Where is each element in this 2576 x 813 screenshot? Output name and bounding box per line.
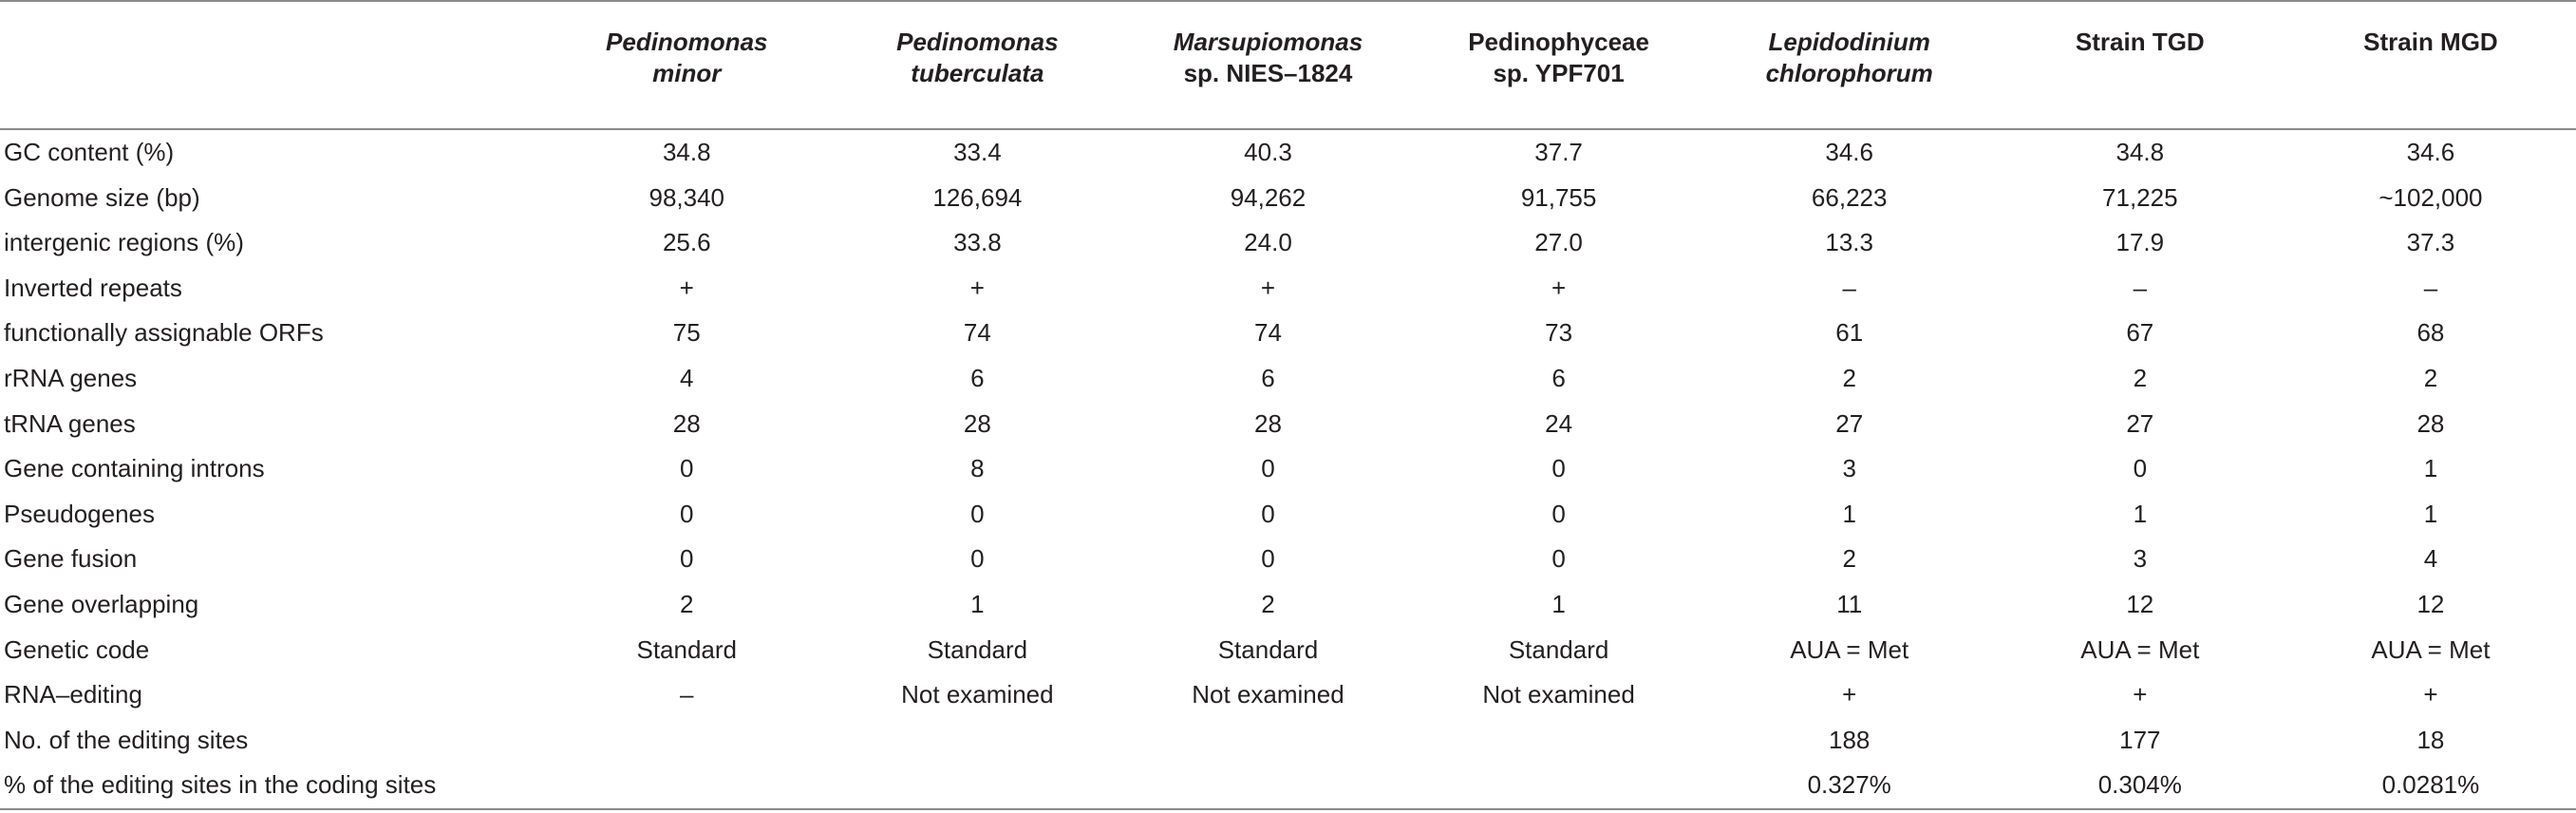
table-cell bbox=[832, 718, 1122, 764]
table-cell: Standard bbox=[1217, 634, 1319, 664]
table-row bbox=[0, 628, 2576, 673]
table-cell: 34.6 bbox=[1825, 138, 1873, 166]
table-cell: 0.0281% bbox=[2285, 763, 2576, 809]
table-cell: 18 bbox=[2416, 725, 2445, 754]
column-header-line-1: Pedinophyceae bbox=[1468, 28, 1649, 56]
table-cell: 2 bbox=[2423, 363, 2438, 392]
column-header-line-2: sp. YPF701 bbox=[1493, 59, 1625, 87]
table-cell: 33.4 bbox=[953, 138, 1002, 166]
table-cell: 1 bbox=[2423, 454, 2438, 483]
table-cell: Standard bbox=[1508, 634, 1609, 664]
table-header bbox=[0, 1, 2576, 129]
table-row bbox=[0, 537, 2576, 582]
table-cell: – bbox=[1842, 273, 1856, 302]
table-cell: + bbox=[969, 273, 985, 302]
table-cell: 0 bbox=[970, 544, 985, 574]
table-row bbox=[0, 129, 2576, 176]
header-corner-cell bbox=[0, 1, 541, 129]
table-cell bbox=[1414, 718, 1704, 764]
table-cell: 0 bbox=[1261, 544, 1275, 574]
row-label: Genome size (bp) bbox=[4, 182, 200, 212]
table-cell bbox=[832, 763, 1122, 809]
table-cell: Not examined bbox=[901, 680, 1054, 709]
table-cell: 67 bbox=[2126, 318, 2154, 348]
table-cell: 0 bbox=[1551, 454, 1566, 483]
table-cell: 0 bbox=[1261, 499, 1275, 528]
table-cell: 73 bbox=[1545, 318, 1573, 348]
table-cell: 2 bbox=[1842, 544, 1856, 574]
table-cell: 1 bbox=[2423, 499, 2438, 528]
row-label: Gene overlapping bbox=[4, 589, 199, 618]
table-cell: 0.327% bbox=[1704, 763, 1995, 809]
table-cell: 68 bbox=[2416, 318, 2445, 348]
table-row bbox=[0, 492, 2576, 538]
table-cell: – bbox=[2423, 273, 2438, 302]
table-row bbox=[0, 446, 2576, 492]
table-cell: 24.0 bbox=[1244, 228, 1292, 257]
table-cell: 33.8 bbox=[953, 228, 1002, 257]
table-cell: AUA = Met bbox=[2371, 634, 2491, 664]
table-cell: 61 bbox=[1835, 318, 1864, 348]
column-header-line-1: Marsupiomonas bbox=[1173, 28, 1363, 56]
table-cell: AUA = Met bbox=[1790, 634, 1909, 664]
header-row bbox=[0, 1, 2576, 129]
table-cell: 28 bbox=[672, 408, 701, 438]
table-cell bbox=[541, 718, 832, 764]
table-cell: + bbox=[679, 273, 694, 302]
row-label: Genetic code bbox=[4, 634, 150, 664]
table-cell bbox=[1122, 718, 1413, 764]
table-cell: 6 bbox=[970, 363, 985, 392]
table-cell: Not examined bbox=[1482, 680, 1635, 709]
table-row bbox=[0, 672, 2576, 718]
table-cell: 126,694 bbox=[932, 182, 1023, 212]
row-label: rRNA genes bbox=[4, 363, 138, 392]
row-label: GC content (%) bbox=[4, 138, 175, 166]
table-row bbox=[0, 176, 2576, 221]
table-cell: 0 bbox=[1551, 499, 1566, 528]
column-header-line-2: sp. NIES–1824 bbox=[1183, 59, 1353, 87]
column-header-line-1: Lepidodinium bbox=[1768, 28, 1930, 56]
table-cell: 4 bbox=[2423, 544, 2438, 574]
table-row bbox=[0, 356, 2576, 402]
table-cell: 37.3 bbox=[2406, 228, 2455, 257]
table-row bbox=[0, 311, 2576, 356]
table-cell: Standard bbox=[636, 634, 738, 664]
table-cell: 75 bbox=[672, 318, 701, 348]
column-header bbox=[832, 1, 1122, 129]
table-body bbox=[0, 129, 2576, 809]
row-label: No. of the editing sites bbox=[4, 725, 249, 754]
table-cell: 27 bbox=[2126, 408, 2154, 438]
column-header-line-1: Pedinomonas bbox=[606, 28, 768, 56]
table-cell: 3 bbox=[2133, 544, 2148, 574]
table-cell: 74 bbox=[963, 318, 991, 348]
table-cell: 188 bbox=[1829, 725, 1871, 754]
table-cell: 0 bbox=[1261, 454, 1275, 483]
table-cell: 2 bbox=[680, 589, 694, 618]
table-cell: 91,755 bbox=[1520, 182, 1597, 212]
table-cell bbox=[1414, 763, 1704, 809]
table-cell: 74 bbox=[1254, 318, 1282, 348]
column-header bbox=[1704, 1, 1995, 129]
table-cell: + bbox=[1260, 273, 1276, 302]
table-cell: 28 bbox=[1254, 408, 1282, 438]
table-row bbox=[0, 266, 2576, 312]
row-label: intergenic regions (%) bbox=[4, 228, 244, 257]
table-cell: ~102,000 bbox=[2379, 182, 2483, 212]
table-cell: 34.8 bbox=[2115, 138, 2165, 166]
row-label: Gene containing introns bbox=[4, 454, 265, 483]
table-cell: 17.9 bbox=[2115, 228, 2165, 257]
column-header-line-1: Pedinomonas bbox=[896, 28, 1059, 56]
row-label: RNA–editing bbox=[4, 680, 142, 709]
table-cell: 25.6 bbox=[662, 228, 711, 257]
table-cell bbox=[1122, 763, 1413, 809]
column-header bbox=[2285, 1, 2576, 129]
table-row bbox=[0, 402, 2576, 447]
table-cell: 8 bbox=[970, 454, 985, 483]
table-cell: 12 bbox=[2126, 589, 2154, 618]
table-cell: + bbox=[2133, 680, 2148, 709]
table-cell: 6 bbox=[1261, 363, 1275, 392]
table-cell: 27.0 bbox=[1534, 228, 1583, 257]
row-label: Pseudogenes bbox=[4, 499, 156, 528]
row-label: Gene fusion bbox=[4, 544, 138, 574]
table-cell: 1 bbox=[970, 589, 985, 618]
table-cell: 1 bbox=[2133, 499, 2148, 528]
column-header-line-2: chlorophorum bbox=[1765, 59, 1933, 87]
table-cell: 0 bbox=[2133, 454, 2148, 483]
table-cell: + bbox=[1842, 680, 1857, 709]
table-cell: 0 bbox=[680, 454, 694, 483]
table-cell: – bbox=[680, 680, 694, 709]
table-cell: 2 bbox=[1842, 363, 1856, 392]
table-row bbox=[0, 220, 2576, 266]
table-cell: 1 bbox=[1842, 499, 1856, 528]
column-header-line-2: minor bbox=[652, 59, 722, 87]
table-cell: + bbox=[2423, 680, 2438, 709]
table-row bbox=[0, 763, 2576, 809]
column-header bbox=[1414, 1, 1704, 129]
table-cell: 2 bbox=[1261, 589, 1275, 618]
table-cell: 0.304% bbox=[1995, 763, 2285, 809]
table-row bbox=[0, 718, 2576, 764]
table-cell: 11 bbox=[1836, 589, 1863, 618]
table-cell: 177 bbox=[2119, 725, 2161, 754]
table-cell: 4 bbox=[680, 363, 694, 392]
table-cell: 2 bbox=[2133, 363, 2148, 392]
column-header-line-1: Strain TGD bbox=[2075, 28, 2205, 56]
column-header bbox=[1122, 1, 1413, 129]
table-cell: 0 bbox=[1551, 544, 1566, 574]
table-cell: 37.7 bbox=[1534, 138, 1583, 166]
column-header bbox=[1995, 1, 2285, 129]
table-cell: Not examined bbox=[1192, 680, 1344, 709]
table-cell: 12 bbox=[2416, 589, 2445, 618]
table-cell: 94,262 bbox=[1230, 182, 1307, 212]
row-label: Inverted repeats bbox=[4, 273, 182, 302]
row-label: functionally assignable ORFs bbox=[4, 318, 324, 348]
table-cell: 28 bbox=[963, 408, 991, 438]
table-cell: 3 bbox=[1842, 454, 1856, 483]
table-cell: + bbox=[1551, 273, 1567, 302]
table-cell: 6 bbox=[1551, 363, 1566, 392]
table-cell: 0 bbox=[970, 499, 985, 528]
table-cell: 98,340 bbox=[649, 182, 725, 212]
table-cell: 66,223 bbox=[1811, 182, 1888, 212]
table-cell: 40.3 bbox=[1244, 138, 1292, 166]
table-cell: 28 bbox=[2416, 408, 2445, 438]
table-cell: Standard bbox=[927, 634, 1028, 664]
table-cell: – bbox=[2133, 273, 2148, 302]
table-cell bbox=[541, 763, 832, 809]
table-row bbox=[0, 582, 2576, 628]
table-cell: 13.3 bbox=[1825, 228, 1873, 257]
table-cell: 24 bbox=[1545, 408, 1573, 438]
table-cell: 71,225 bbox=[2102, 182, 2178, 212]
table-cell: AUA = Met bbox=[2080, 634, 2200, 664]
table-cell: 34.8 bbox=[662, 138, 711, 166]
table-cell: 0 bbox=[680, 544, 694, 574]
row-label: % of the editing sites in the coding sites bbox=[0, 763, 541, 809]
column-header bbox=[541, 1, 832, 129]
column-header-line-1: Strain MGD bbox=[2363, 28, 2498, 56]
table-cell: 27 bbox=[1835, 408, 1864, 438]
table-cell: 34.6 bbox=[2406, 138, 2455, 166]
row-label: tRNA genes bbox=[4, 408, 136, 438]
table-cell: 0 bbox=[680, 499, 694, 528]
table-cell: 1 bbox=[1551, 589, 1566, 618]
column-header-line-2: tuberculata bbox=[911, 59, 1044, 87]
